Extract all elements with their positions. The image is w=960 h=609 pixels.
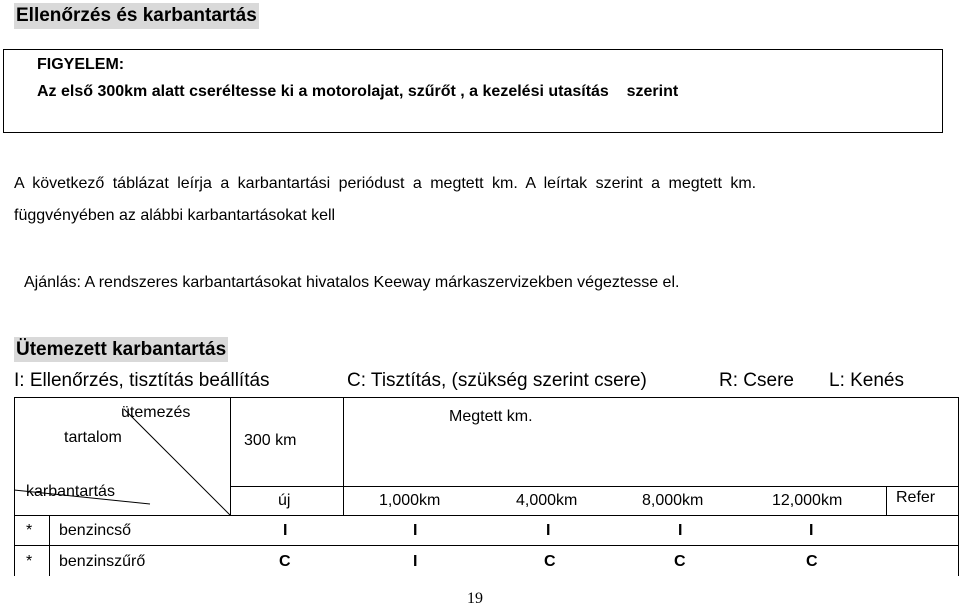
row-item: benzincső xyxy=(59,522,132,539)
warning-heading: FIGYELEM: xyxy=(37,56,125,73)
row-value: C xyxy=(544,553,556,570)
column-header: 4,000km xyxy=(516,492,578,509)
column-header: 12,000km xyxy=(772,492,843,509)
row-value: C xyxy=(279,553,291,570)
schedule-title: Ütemezett karbantartás xyxy=(16,339,227,360)
intro-line-2: függvényében az alábbi karbantartásokat kell xyxy=(14,207,336,224)
row-marker: * xyxy=(26,553,33,570)
corner-schedule: ütemezés xyxy=(121,404,191,421)
distance-header: Megtett km. xyxy=(449,408,533,425)
row-value: C xyxy=(674,553,686,570)
row-value: I xyxy=(413,522,418,539)
corner-content: tartalom xyxy=(64,429,122,446)
column-header: Refer xyxy=(896,489,936,506)
legend-replace: R: Csere xyxy=(719,370,794,391)
first-service-header: 300 km xyxy=(244,432,297,449)
row-value: I xyxy=(678,522,683,539)
row-value: I xyxy=(546,522,551,539)
column-header: új xyxy=(278,492,291,509)
page-number: 19 xyxy=(467,590,483,607)
row-value: I xyxy=(413,553,418,570)
intro-line-1: A következő táblázat leírja a karbantartási periódust a megtett km. A leírtak szerint a megtett km. xyxy=(14,175,757,192)
legend-lubricate: L: Kenés xyxy=(829,370,904,391)
row-value: C xyxy=(806,553,818,570)
legend-inspect: I: Ellenőrzés, tisztítás beállítás xyxy=(14,370,270,391)
row-value: I xyxy=(283,522,288,539)
row-marker: * xyxy=(26,522,33,539)
row-value: I xyxy=(809,522,814,539)
column-header: 8,000km xyxy=(642,492,704,509)
warning-text: Az első 300km alatt cseréltesse ki a motorolajat, szűrőt , a kezelési utasítás szerint xyxy=(37,83,679,100)
section-title: Ellenőrzés és karbantartás xyxy=(14,3,259,29)
recommendation-text: Ajánlás: A rendszeres karbantartásokat hivatalos Keeway márkaszervizekben végeztesse el. xyxy=(24,274,680,291)
row-item: benzinszűrő xyxy=(59,553,146,570)
legend-clean: C: Tisztítás, (szükség szerint csere) xyxy=(347,370,647,391)
column-header: 1,000km xyxy=(379,492,441,509)
corner-maintenance: karbantartás xyxy=(26,483,115,500)
